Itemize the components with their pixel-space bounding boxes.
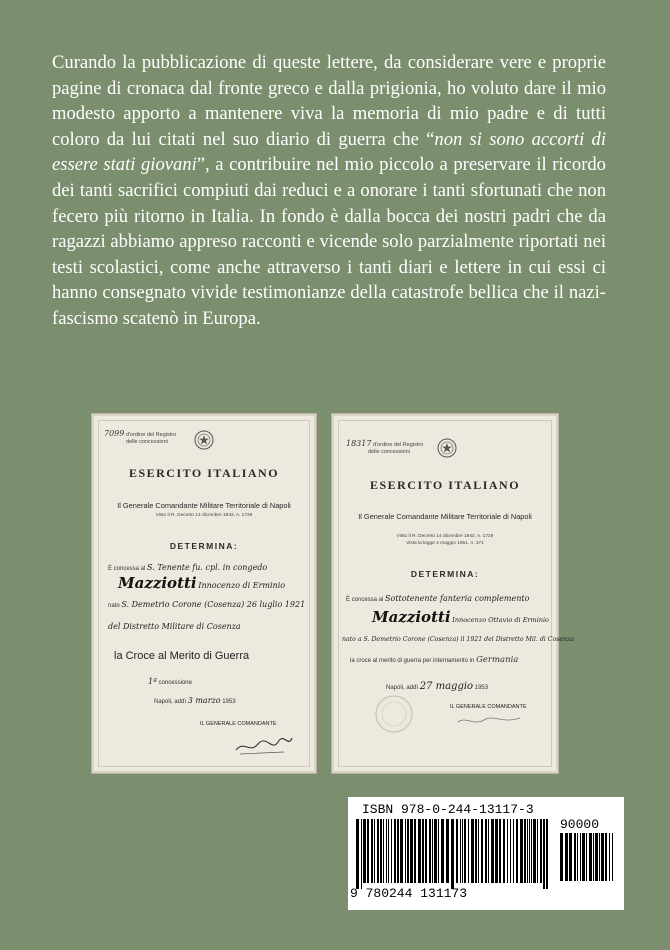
barcode-bar	[485, 819, 487, 883]
barcode-bar	[407, 819, 409, 883]
barcode-bar	[513, 819, 514, 883]
signature-scribble	[232, 732, 294, 758]
barcode-bar	[356, 819, 359, 889]
date-line: Napoli, addì 27 maggio 1953	[386, 681, 489, 692]
barcode-bar	[478, 819, 479, 883]
barcode-bar	[599, 833, 600, 881]
barcode-bar	[468, 819, 469, 883]
barcode-bar	[582, 833, 585, 881]
price-barcode-bars	[558, 833, 616, 887]
doc-decree: Visto il R. Decreto 14 dicembre 1942, n. 1729	[155, 513, 253, 518]
barcode-bar	[537, 819, 538, 883]
barcode-bar	[429, 819, 431, 883]
register-number: 18317 d'ordine del Registro delle concessioni	[346, 439, 424, 455]
barcode-bar	[391, 819, 392, 883]
barcode-bar	[612, 833, 613, 881]
barcode-bar	[425, 819, 427, 883]
barcode-bar	[418, 819, 421, 883]
barcode-bar	[422, 819, 424, 883]
barcode-bar	[605, 833, 607, 881]
barcode-bar	[495, 819, 498, 883]
barcode-bar	[374, 819, 375, 883]
barcode-bar	[451, 819, 454, 889]
award-text: la Croce al Merito di Guerra	[114, 650, 250, 662]
barcode-bar	[441, 819, 444, 883]
barcode-bar	[577, 833, 578, 881]
barcode-bar	[540, 819, 542, 883]
barcode-bar	[543, 819, 545, 889]
name-line: Mazziotti Innocenzo di Erminio	[118, 574, 286, 592]
barcode-bar	[510, 819, 511, 883]
barcode-bar	[516, 819, 518, 883]
barcode-bar	[386, 819, 387, 883]
barcode-bar	[471, 819, 474, 883]
barcode-bar	[524, 819, 526, 883]
barcode-bar	[507, 819, 508, 883]
certificate-right	[331, 413, 574, 774]
barcode-bar	[475, 819, 477, 883]
barcode-bar	[589, 833, 592, 881]
barcode-bar	[400, 819, 403, 883]
barcode-bar	[488, 819, 489, 883]
concession-line: 1ª concessione	[148, 677, 192, 686]
award-text: la croce al merito di guerra per internamento in Germania	[350, 655, 519, 665]
barcode-bar	[432, 819, 433, 883]
certificate-left	[91, 413, 317, 774]
signer-label: IL GENERALE COMANDANTE	[200, 721, 277, 727]
signature-scribble	[454, 712, 524, 728]
barcode-bar	[405, 819, 406, 883]
barcode-bar	[394, 819, 396, 883]
barcode-bar	[533, 819, 536, 883]
doc-subtitle: Il Generale Comandante Militare Territoriale di Napoli	[358, 512, 532, 521]
doc-title: ESERCITO ITALIANO	[369, 478, 521, 492]
district-line: del Distretto Militare di Cosenza	[108, 622, 241, 631]
isbn-barcode	[348, 797, 624, 910]
barcode-bar	[593, 833, 594, 881]
stamp-seal	[372, 692, 416, 736]
back-cover-blurb	[52, 50, 606, 332]
isbn-label: ISBN 978-0-244-13117-3	[362, 802, 534, 817]
barcode-bar	[601, 833, 604, 881]
barcode-bar	[456, 819, 458, 883]
barcode-bar	[503, 819, 505, 883]
doc-title: ESERCITO ITALIANO	[128, 466, 280, 480]
blurb-text-before: Curando la pubblicazione di queste lettere, da considerare vere e proprie pagine di cronaca dal fronte greco e dalla prigionia, ho voluto dare il mio modesto apporto a mantenere viva la memoria di mio padre e di tutti coloro da lui citati nel suo diario di guerra che “	[52, 52, 606, 150]
barcode-bar	[363, 819, 366, 883]
barcode-bar	[438, 819, 439, 883]
barcode-bar	[560, 833, 563, 881]
concessa-line: È concessa al Sottotenente fanteria complemento	[346, 594, 530, 603]
price-code-digits: 90000	[560, 817, 600, 832]
barcode-bar	[529, 819, 530, 883]
blurb-text-after: ”, a contribuire nel mio piccolo a preservare il ricordo dei tanti sacrifici compiuti dai reduci e a onorare i tanti sfortunati che non fecero più ritorno in Italia. In fondo è dalla bocca dei nostri padri che da ragazzi abbiamo appreso racconti e vicende solo parzialmente riportati nei testi scolastici, come anche attraverso i tanti diari e lettere in cui essi ci hanno consegnato vivide testimonianze della catastrofe bellica che il nazi-fascismo scatenò in Europa.	[52, 154, 606, 329]
barcode-bar	[410, 819, 413, 883]
doc-determina: DETERMINA:	[410, 569, 480, 579]
star-emblem-icon	[436, 436, 458, 460]
barcode-bar	[377, 819, 379, 883]
barcode-bar	[580, 833, 581, 881]
barcode-bar	[388, 819, 389, 883]
doc-decree-1: Visto il R. Decreto 14 dicembre 1942, n. 1729	[396, 534, 494, 539]
born-line: nato S. Demetrio Corone (Cosenza) 26 luglio 1921	[108, 600, 306, 609]
barcode-bar	[464, 819, 466, 883]
born-line: nato a S. Demetrio Corone (Cosenza) il 1921 del Distretto Mil. di Cosenza	[342, 636, 574, 643]
barcode-bar	[520, 819, 523, 883]
barcode-bar	[383, 819, 384, 883]
doc-determina: DETERMINA:	[169, 541, 239, 551]
barcode-bar	[499, 819, 501, 883]
barcode-bar	[491, 819, 494, 883]
barcode-bar	[565, 833, 568, 881]
blurb-quote: non si sono accorti di essere stati giovani	[52, 128, 606, 176]
barcode-bar	[569, 833, 572, 881]
barcode-bar	[481, 819, 483, 883]
barcode-bar	[531, 819, 532, 883]
barcode-bar	[574, 833, 576, 881]
star-emblem-icon	[193, 428, 215, 452]
doc-decree-2: Vista la legge 4 maggio 1951, n. 371	[406, 541, 484, 546]
barcode-bar	[367, 819, 369, 883]
barcode-bar	[609, 833, 610, 881]
barcode-bar	[380, 819, 382, 883]
barcode-bar	[414, 819, 416, 883]
barcode-bar	[460, 819, 461, 883]
signer-label: IL GENERALE COMANDANTE	[450, 704, 527, 710]
name-line: Mazziotti Innocenzo Ottavio di Erminio	[372, 608, 549, 626]
concessa-line: È concessa al S. Tenente fu. cpl. in congedo	[108, 563, 268, 572]
barcode-bar	[527, 819, 528, 883]
doc-subtitle: Il Generale Comandante Militare Territoriale di Napoli	[117, 501, 291, 510]
ean-digits: 9 780244 131173	[350, 886, 468, 901]
barcode-bar	[446, 819, 449, 883]
barcode-bar	[595, 833, 598, 881]
barcode-bar	[546, 819, 548, 889]
register-number: 7099 d'ordine del Registro delle concessioni	[104, 429, 177, 445]
barcode-bar	[361, 819, 362, 889]
barcode-bar	[434, 819, 437, 883]
ean-barcode-bars	[354, 819, 550, 889]
date-line: Napoli, addì 3 marzo 1953	[154, 696, 236, 705]
barcode-bar	[371, 819, 373, 883]
barcode-bar	[462, 819, 463, 883]
barcode-bar	[397, 819, 399, 883]
barcode-bar	[586, 833, 587, 881]
